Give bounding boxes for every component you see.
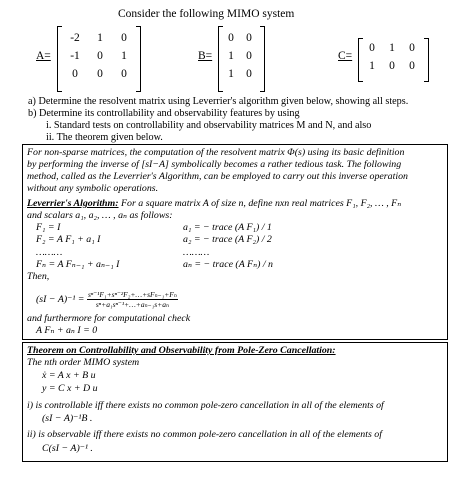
formula-fn: Fₙ = A Fₙ₋₁ + aₙ₋₁ I (36, 259, 120, 270)
matrix-a-row: -2 1 0 (70, 32, 127, 44)
theorem-line: The nth order MIMO system (27, 357, 140, 368)
intro-line: by performing the inverse of [sI−A] symbolically becomes a rather tedious task. The following (27, 159, 402, 170)
theorem-line: i) is controllable iff there exists no common pole-zero cancellation in all of the elements of (27, 400, 384, 411)
matrix-a-right-bracket (136, 26, 141, 92)
output-equation: y = C x + D u (42, 383, 98, 394)
question-a: a) Determine the resolvent matrix using Leverrier's algorithm given below, showing all steps. (28, 96, 409, 107)
theorem-line: (sI − A)⁻¹B . (42, 413, 93, 424)
theorem-line: C(sI − A)⁻¹ . (42, 443, 93, 454)
formula-f-dots: ……… (36, 247, 63, 258)
matrix-a-label: A= (36, 50, 51, 62)
matrix-c-row: 1 0 0 (369, 60, 415, 72)
problem-title: Consider the following MIMO system (118, 8, 295, 20)
formula-f2: F₂ = A F₁ + a₁ I (36, 234, 101, 245)
theorem-line: ii) is observable iff there exists no common pole-zero cancellation in all of the elements of (27, 429, 382, 440)
matrix-b-row: 0 0 (228, 32, 252, 44)
matrix-b-label: B= (198, 50, 213, 62)
further-text: and furthermore for computational check (27, 313, 191, 324)
formula-a1: a₁ = − trace (A F₁) / 1 (183, 222, 272, 233)
matrix-a-row: -1 0 1 (70, 50, 127, 62)
formula-a2: a₂ = − trace (A F₂) / 2 (183, 234, 272, 245)
intro-line: For non-sparse matrices, the computation of the resolvent matrix Φ(s) using its basic definition (27, 147, 405, 158)
formula-a-dots: ……… (183, 247, 210, 258)
check-formula: A Fₙ + aₙ I = 0 (36, 325, 98, 336)
algorithm-statement (27, 198, 401, 210)
intro-line: method, called as the Leverrier's Algorithm, can be employed to carry out this inverse operation (27, 171, 408, 182)
question-b-ii: ii. The theorem given below. (46, 132, 163, 143)
algorithm-text-2: and scalars a₁, a₂, … , aₙ as follows: (27, 210, 173, 221)
resolvent-formula (36, 290, 178, 309)
algorithm-text: For a square matrix A of size n, define nxn real matrices F₁, F₂, … , Fₙ (118, 198, 402, 209)
formula-f1: F₁ = I (36, 222, 61, 233)
question-b-i: i. Standard tests on controllability and observability matrices M and N, and also (46, 120, 372, 131)
matrix-b-right-bracket (260, 26, 265, 92)
matrix-c-right-bracket (424, 38, 429, 82)
intro-line: without any symbolic operations. (27, 183, 159, 194)
algorithm-title: Leverrier's Algorithm: (27, 198, 119, 209)
matrix-b-row: 1 0 (228, 50, 252, 62)
resolvent-numerator: sⁿ⁻¹F₁+sⁿ⁻²F₂+…+sFₙ₋₁+Fₙ (87, 290, 177, 299)
matrix-a-row: 0 0 0 (72, 68, 127, 80)
matrix-b-row: 1 0 (228, 68, 252, 80)
matrix-c-label: C= (338, 50, 353, 62)
theorem-title: Theorem on Controllability and Observability from Pole-Zero Cancellation: (27, 345, 336, 356)
resolvent-fraction (87, 290, 178, 309)
question-b: b) Determine its controllability and observability features by using (28, 108, 300, 119)
resolvent-denominator: sⁿ+a₁sⁿ⁻¹+…+aₙ₋₁s+aₙ (95, 300, 169, 309)
state-equation: ẋ = A x + B u (42, 370, 96, 381)
then-label: Then, (27, 271, 50, 282)
matrix-c-row: 0 1 0 (369, 42, 415, 54)
formula-an: aₙ = − trace (A Fₙ) / n (183, 259, 273, 270)
resolvent-lhs: (sI − A)⁻¹ = (36, 293, 85, 305)
